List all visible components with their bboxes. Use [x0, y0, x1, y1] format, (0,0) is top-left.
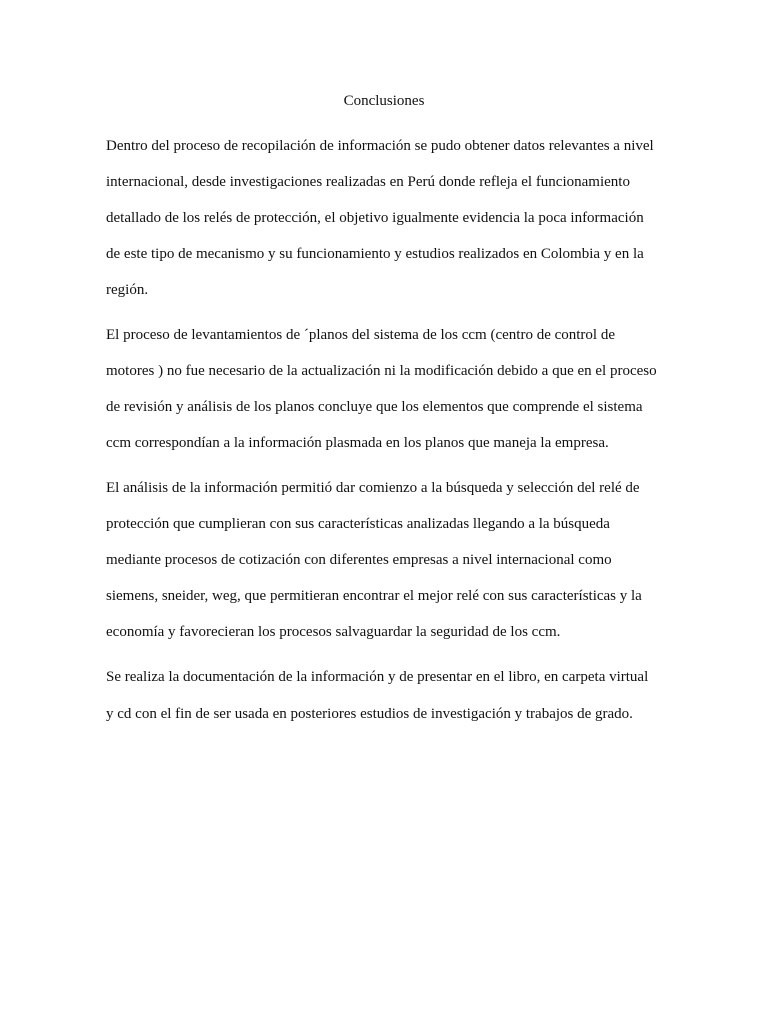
paragraph-1-line-2: internacional, desde investigaciones realizadas en Perú donde refleja el funcionamiento [106, 174, 630, 190]
paragraph-2-line-3: de revisión y análisis de los planos concluye que los elementos que comprende el sistema [106, 399, 643, 415]
paragraph-2-line-4: ccm correspondían a la información plasmada en los planos que maneja la empresa. [106, 435, 609, 451]
paragraph-1-line-4: de este tipo de mecanismo y su funcionamiento y estudios realizados en Colombia y en la [106, 246, 644, 262]
paragraph-1-line-3: detallado de los relés de protección, el objetivo igualmente evidencia la poca información [106, 210, 644, 226]
paragraph-2-line-2: motores ) no fue necesario de la actualización ni la modificación debido a que en el proceso [106, 363, 657, 379]
paragraph-4-line-1: Se realiza la documentación de la información y de presentar en el libro, en carpeta virtual [106, 669, 649, 685]
paragraph-1-line-5: región. [106, 282, 149, 298]
paragraph-2-line-1: El proceso de levantamientos de ´planos del sistema de los ccm (centro de control de [106, 327, 615, 343]
paragraph-3-line-5: economía y favorecieran los procesos salvaguardar la seguridad de los ccm. [106, 624, 561, 640]
paragraph-3-line-1: El análisis de la información permitió dar comienzo a la búsqueda y selección del relé de [106, 480, 640, 496]
paragraph-3-line-2: protección que cumplieran con sus características analizadas llegando a la búsqueda [106, 516, 610, 532]
paragraph-3-line-3: mediante procesos de cotización con diferentes empresas a nivel internacional como [106, 552, 612, 568]
document-title: Conclusiones [343, 93, 425, 109]
paragraph-4-line-2: y cd con el fin de ser usada en posteriores estudios de investigación y trabajos de grado. [106, 706, 633, 722]
paragraph-3-line-4: siemens, sneider, weg, que permitieran encontrar el mejor relé con sus características y la [106, 588, 642, 604]
paragraph-1-line-1: Dentro del proceso de recopilación de información se pudo obtener datos relevantes a nivel [106, 138, 654, 154]
